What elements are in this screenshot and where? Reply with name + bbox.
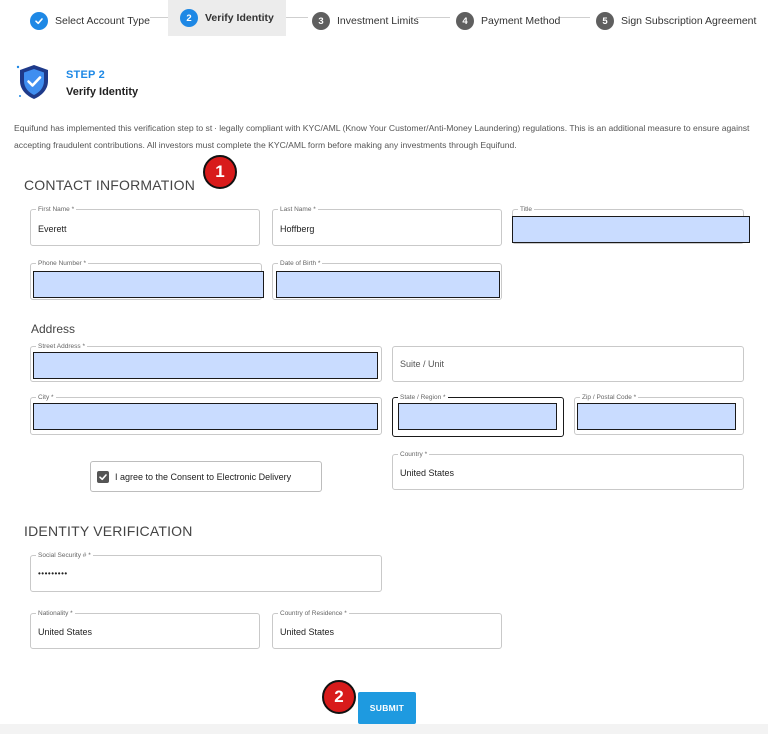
field-label: Street Address * — [38, 343, 85, 350]
suite-unit-field[interactable] — [392, 346, 744, 382]
consent-label: I agree to the Consent to Electronic Delivery — [115, 471, 292, 482]
bottom-bar — [0, 724, 768, 734]
step-sign-subscription-agreement[interactable] — [596, 6, 756, 36]
country-field[interactable] — [392, 451, 744, 490]
redaction-box — [33, 403, 378, 430]
redaction-box — [33, 271, 264, 298]
field-value: ••••••••• — [38, 569, 68, 578]
step-label: Investment Limits — [337, 15, 419, 27]
step-select-account-type[interactable] — [30, 6, 150, 36]
field-label: Country * — [400, 451, 428, 458]
step-payment-method[interactable] — [456, 6, 560, 36]
field-value: Hoffberg — [280, 224, 315, 234]
submit-button[interactable]: SUBMIT — [358, 692, 416, 724]
ssn-field[interactable] — [30, 552, 382, 592]
field-label: Last Name * — [280, 206, 316, 213]
field-value: United States — [400, 468, 455, 478]
field-label: Date of Birth * — [280, 260, 321, 267]
intro-text: Equifund has implemented this verification step to st · legally compliant with KYC/AML (Know Your Customer/Anti-Money Laundering) regulations. This is an additional measure to ensure against accepting fraudulent contributions. All investors must complete the KYC/AML form before making any investments through Equifund. — [14, 123, 750, 150]
step-investment-limits[interactable] — [312, 6, 419, 36]
field-value: Everett — [38, 224, 67, 234]
step-label: Verify Identity — [205, 12, 274, 24]
step-connector — [416, 17, 450, 18]
redaction-box — [577, 403, 736, 430]
step-number: STEP 2 — [66, 69, 105, 81]
field-label: First Name * — [38, 206, 75, 213]
identity-section-title: IDENTITY VERIFICATION — [24, 523, 193, 539]
redaction-box — [33, 352, 378, 379]
step-connector — [558, 17, 590, 18]
contact-section-title: CONTACT INFORMATION — [24, 177, 196, 193]
field-label: Country of Residence * — [280, 610, 347, 617]
country-of-residence-field[interactable] — [272, 610, 502, 649]
step-label: Payment Method — [481, 15, 561, 27]
redaction-box — [512, 216, 750, 243]
step-label: Sign Subscription Agreement — [621, 15, 757, 27]
field-label: Phone Number * — [38, 260, 87, 267]
field-value: United States — [280, 627, 335, 637]
annotation-badge-1: 1 — [203, 155, 237, 189]
step-number-icon: 3 — [312, 12, 330, 30]
first-name-field[interactable] — [30, 206, 260, 246]
address-title: Address — [31, 322, 76, 336]
step-number-icon: 2 — [180, 9, 198, 27]
redaction-box — [398, 403, 557, 430]
last-name-field[interactable] — [272, 206, 502, 246]
consent-checkbox[interactable] — [90, 461, 322, 492]
step-connector — [286, 17, 308, 18]
annotation-badge-2: 2 — [322, 680, 356, 714]
redaction-box — [276, 271, 500, 298]
step-number-icon: 5 — [596, 12, 614, 30]
step-number-icon: 4 — [456, 12, 474, 30]
check-icon — [30, 12, 48, 30]
nationality-field[interactable] — [30, 610, 260, 649]
step-label: Select Account Type — [55, 15, 150, 27]
progress-stepper — [0, 0, 768, 42]
shield-check-icon — [14, 62, 54, 102]
field-label: Title — [520, 206, 533, 213]
field-label: Social Security # * — [38, 552, 91, 559]
field-value: United States — [38, 627, 93, 637]
checkbox-checked-icon — [97, 471, 109, 483]
field-placeholder: Suite / Unit — [400, 359, 445, 369]
step-verify-identity[interactable] — [168, 0, 286, 36]
field-label: State / Region * — [400, 394, 446, 401]
field-label: Nationality * — [38, 610, 73, 617]
field-label: City * — [38, 394, 54, 401]
page-title: Verify Identity — [66, 86, 139, 98]
field-label: Zip / Postal Code * — [582, 394, 637, 401]
